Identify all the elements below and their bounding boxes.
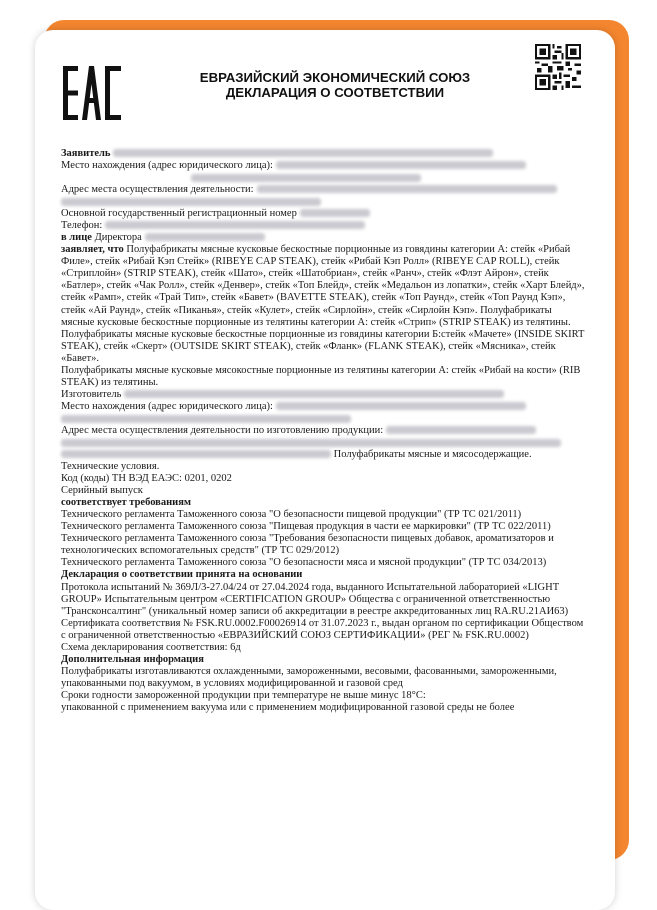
basis-heading: Декларация о соответствии принята на основании <box>61 569 303 581</box>
redacted-production-address-end <box>61 450 331 458</box>
eac-logo-icon <box>63 66 121 120</box>
redacted-manufacturer-address-cont <box>61 415 351 423</box>
production-address-line: Адрес места осуществления деятельности по изготовлению продукции: <box>61 425 587 437</box>
additional-info-heading: Дополнительная информация <box>61 653 204 665</box>
ogrn-line: Основной государственный регистрационный номер <box>61 208 587 220</box>
regulation-item: Технического регламента Таможенного союза "Требования безопасности пищевых добавок, ароматизаторов и технологических вспомогательных средств" (ТР ТС 029/2012) <box>61 533 554 557</box>
redacted-production-address <box>386 426 536 434</box>
regulation-item: Технического регламента Таможенного союза "Пищевая продукция в части ее маркировки" (ТР ТС 022/2011) <box>61 521 551 533</box>
serial-production: Серийный выпуск <box>61 485 143 497</box>
declaration-paragraph-1: заявляет, что Полуфабрикаты мясные кусковые бескостные порционные из говядины категории А: стейк «Рибай Филе», стейк «Рибай Кэп Стейк» (RIBEYE CAP STEAK), стейк «Рибай Кэп Ролл» (RIBEYE CAP ROLL), стейк «Стриплойн» (STRIP STEAK), стейк «Шато», стейк «Шатобриан», стейк «Ранч», стейк «Флэт Айрон», стейк «Батлер», стейк «Чак Ролл», стейк «Денвер», стейк «Топ Блейд», стейк «Медальон из лопатки», стейк «Харт Блейд», стейк «Рамп», стейк «Трай Тип», стейк «Бавет» (BAVETTE STEAK), стейк «Топ Раунд», стейк «Топ Раунд Кэп», стейк «Ай Раунд», стейк «Пиканья», стейк «Кулет», стейк «Сирлойн», стейк «Сирлойн Кэп». Полуфабрикаты мясные кусковые бескостные порционные из телятины категории А: стейк «Стрип» (STRIP STEAK) из телятины. <box>61 244 585 328</box>
phone-line: Телефон: <box>61 220 587 232</box>
regulation-item: Технического регламента Таможенного союза "О безопасности мяса и мясной продукции" (ТР ТС 034/2013) <box>61 557 547 569</box>
declaration-sheet <box>35 30 615 910</box>
header-title <box>155 70 515 100</box>
redacted-manufacturer-name <box>124 390 504 398</box>
redacted-applicant-name <box>113 149 493 157</box>
declaration-paragraph-3: Полуфабрикаты мясные кусковые мясокостные порционные из телятины категории А: стейк «Рибай на кости» (RIB STEAK) из телятины. <box>61 364 581 388</box>
redacted-applicant-address-cont <box>191 174 421 182</box>
redacted-activity-address <box>257 185 557 193</box>
person-line: в лице Директора <box>61 232 587 244</box>
additional-info-paragraph: Полуфабрикаты изготавливаются охлажденными, замороженными, весовыми, фасованными, замороженными, упакованными под вакуумом, в условиях модифицированной и газовой сред <box>61 665 557 689</box>
redacted-production-address-cont <box>61 439 561 447</box>
manufacturer-address-line: Место нахождения (адрес юридического лица): <box>61 401 587 413</box>
tech-conditions: Технические условия. <box>61 461 160 473</box>
applicant-line <box>61 148 587 160</box>
shelf-life-paragraph: Сроки годности замороженной продукции при температуре не выше минус 18°С: <box>61 689 426 701</box>
qr-code-icon <box>535 44 581 90</box>
document-title: ДЕКЛАРАЦИЯ О СООТВЕТСТВИИ <box>225 85 445 100</box>
compliance-heading: соответствует требованиям <box>61 497 192 509</box>
declaration-body <box>61 148 587 714</box>
packaging-paragraph: упакованной с применением вакуума или с применением модифицированной газовой среды не более <box>61 701 515 713</box>
union-title: ЕВРАЗИЙСКИЙ ЭКОНОМИЧЕСКИЙ СОЮЗ <box>199 70 471 85</box>
redacted-director-name <box>145 233 265 241</box>
redacted-phone-email <box>105 221 365 229</box>
tnved-codes: Код (коды) ТН ВЭД ЕАЭС: 0201, 0202 <box>61 473 232 485</box>
applicant-address-line: Место нахождения (адрес юридического лица): <box>61 160 587 172</box>
regulation-item: Технического регламента Таможенного союза "О безопасности пищевой продукции" (ТР ТС 021/2011) <box>61 509 522 521</box>
product-group-line: Полуфабрикаты мясные и мясосодержащие. <box>61 449 587 461</box>
redacted-applicant-address <box>276 161 526 169</box>
redacted-manufacturer-address <box>276 402 526 410</box>
applicant-activity-line: Адрес места осуществления деятельности: <box>61 184 587 196</box>
redacted-activity-address-cont <box>61 198 321 206</box>
declaration-scheme: Схема декларирования соответствия: 6д <box>61 641 241 653</box>
applicant-label: Заявитель <box>61 148 111 159</box>
declaration-paragraph-2: Полуфабрикаты мясные кусковые бескостные порционные из говядины категории Б:стейк «Мачете» (INSIDE SKIRT STEAK), стейк «Скерт» (OUTSIDE SKIRT STEAK), стейк «Фланк» (FLANK STEAK), стейк «Мясника», стейк «Бавет». <box>61 328 585 364</box>
redacted-ogrn <box>300 209 370 217</box>
test-protocol: Протокола испытаний № 369Л/3-27.04/24 от 27.04.2024 года, выданного Испытательной лабораторией «LIGHT GROUP» Испытательным центром «CERTIFICATION GROUP» Общества с ограниченной ответственностью "Трансконсалтинг" (уникальный номер записи об аккредитации в реестре аккредитованных лиц RA.RU.21АИ63) <box>61 581 569 617</box>
certificate-reference: Сертификата соответствия № FSK.RU.0002.F00026914 от 31.07.2023 г., выдан органом по сертификации Обществом с ограниченной ответственностью «ЕВРАЗИЙСКИЙ СОЮЗ СЕРТИФИКАЦИИ» (РЕГ № FSK.RU.0002) <box>61 617 584 641</box>
manufacturer-line: Изготовитель <box>61 389 587 401</box>
